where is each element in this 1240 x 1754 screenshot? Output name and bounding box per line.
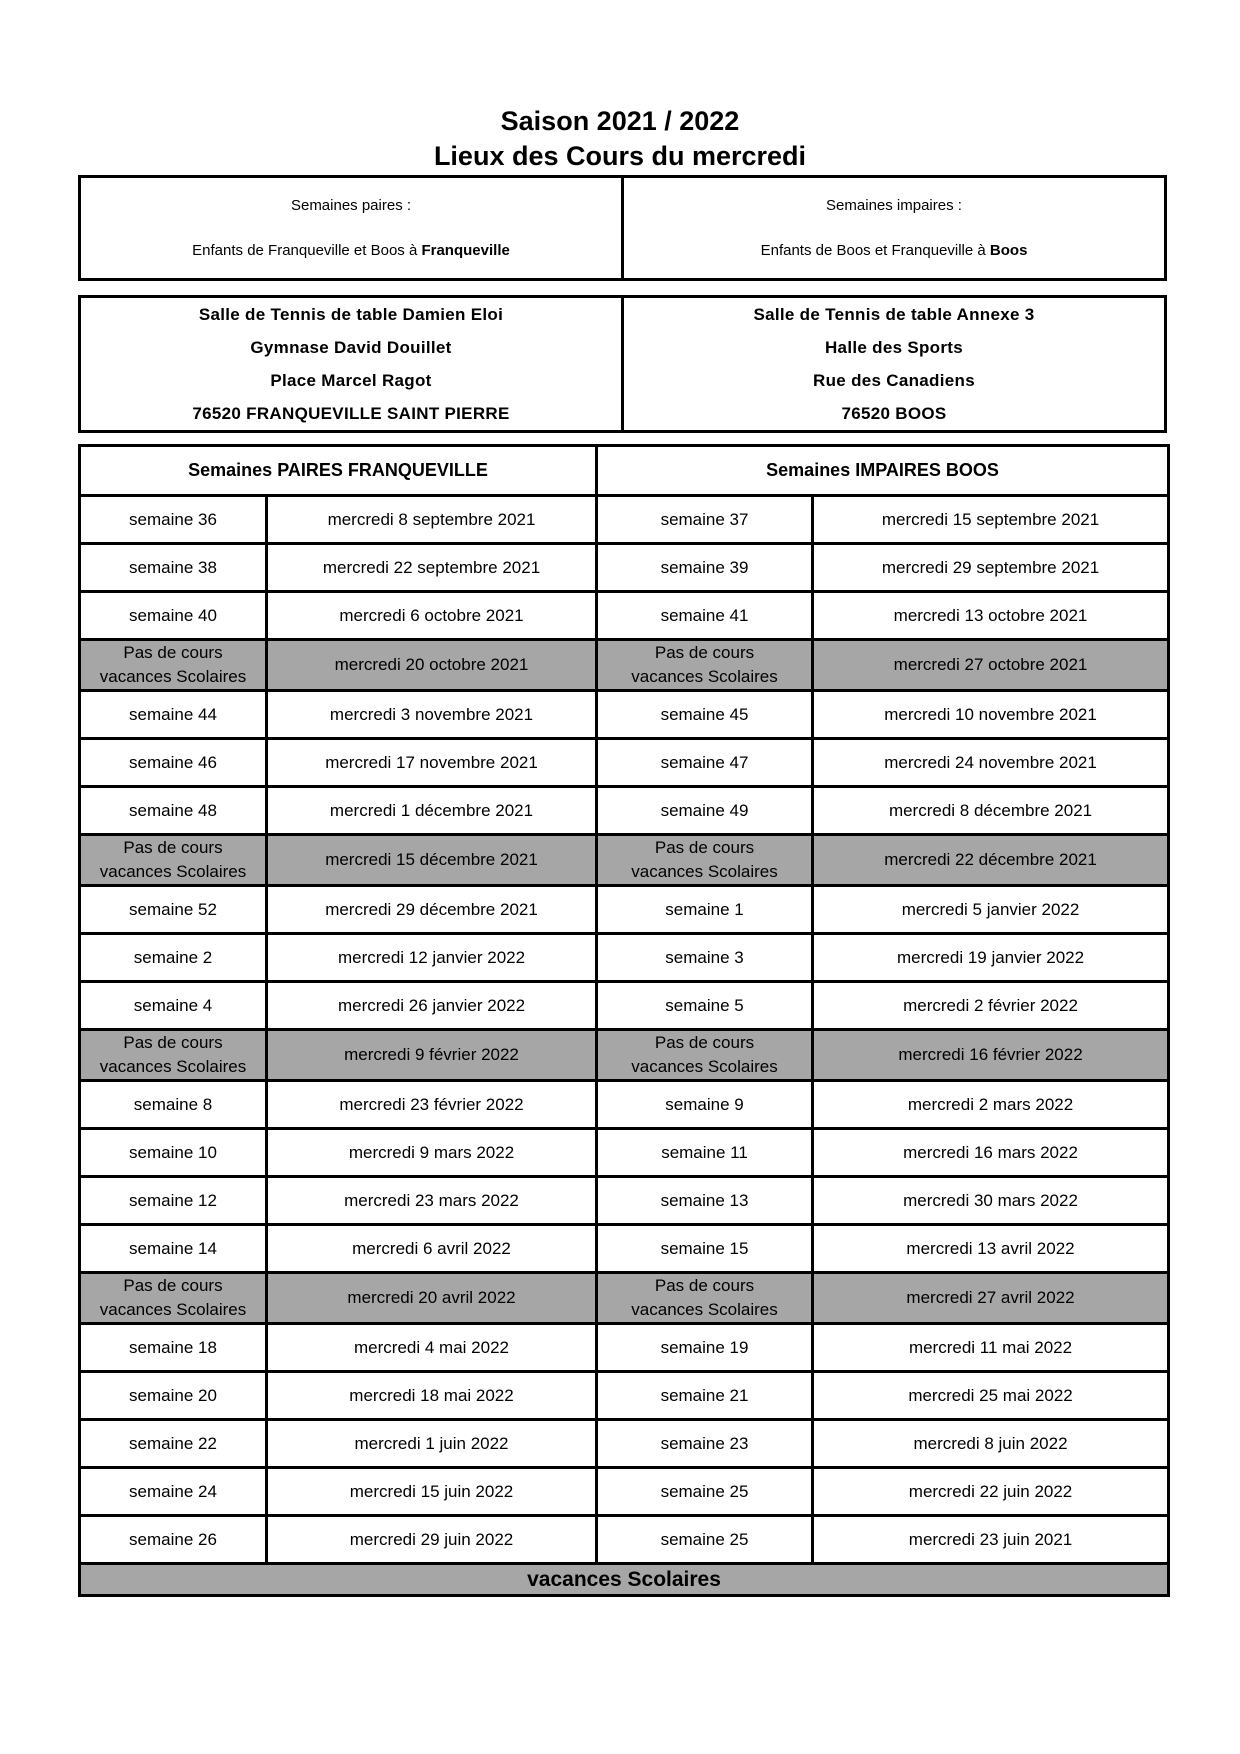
even-date-cell: mercredi 4 mai 2022 (267, 1324, 597, 1372)
odd-week-cell (597, 1030, 813, 1081)
even-week-cell-line: vacances Scolaires (99, 1300, 247, 1319)
odd-week-cell: semaine 25 (597, 1516, 813, 1564)
even-week-cell-line: vacances Scolaires (99, 1057, 247, 1076)
odd-date-cell: mercredi 16 mars 2022 (813, 1129, 1169, 1177)
odd-date-cell: mercredi 11 mai 2022 (813, 1324, 1169, 1372)
even-date-cell: mercredi 9 mars 2022 (267, 1129, 597, 1177)
odd-week-cell-line: vacances Scolaires (631, 862, 778, 881)
footer-row (80, 1564, 1169, 1596)
odd-date-cell: mercredi 8 décembre 2021 (813, 787, 1169, 835)
address-left (80, 297, 623, 432)
odd-week-cell (597, 835, 813, 886)
even-week-cell (80, 835, 267, 886)
odd-week-cell (597, 640, 813, 691)
even-week-cell (80, 1273, 267, 1324)
odd-week-cell: semaine 1 (597, 886, 813, 934)
even-date-cell: mercredi 3 novembre 2021 (267, 691, 597, 739)
odd-week-cell: semaine 15 (597, 1225, 813, 1273)
odd-date-cell: mercredi 13 octobre 2021 (813, 592, 1169, 640)
even-date-cell: mercredi 26 janvier 2022 (267, 982, 597, 1030)
odd-date-cell: mercredi 23 juin 2021 (813, 1516, 1169, 1564)
table-row (80, 1324, 1169, 1372)
odd-week-cell-line: Pas de cours (654, 838, 755, 857)
table-row (80, 1372, 1169, 1420)
page-title: Saison 2021 / 2022 (500, 106, 740, 136)
page-subtitle: Lieux des Cours du mercredi (433, 141, 807, 171)
odd-week-cell (597, 1273, 813, 1324)
odd-date-cell: mercredi 29 septembre 2021 (813, 544, 1169, 592)
intro-right-bold: Boos (989, 242, 1028, 259)
even-week-cell-line: vacances Scolaires (99, 667, 247, 686)
even-week-cell: semaine 24 (80, 1468, 267, 1516)
odd-date-cell: mercredi 2 février 2022 (813, 982, 1169, 1030)
table-row (80, 1273, 1169, 1324)
odd-date-cell: mercredi 25 mai 2022 (813, 1372, 1169, 1420)
even-week-cell: semaine 46 (80, 739, 267, 787)
odd-week-cell: semaine 45 (597, 691, 813, 739)
table-row (80, 1225, 1169, 1273)
table-row (80, 691, 1169, 739)
address-table (78, 295, 1167, 433)
table-row (80, 1468, 1169, 1516)
intro-right-label: Semaines impaires : (826, 197, 962, 214)
odd-date-cell: mercredi 19 janvier 2022 (813, 934, 1169, 982)
table-row (80, 1516, 1169, 1564)
odd-date-cell: mercredi 27 octobre 2021 (813, 640, 1169, 691)
even-week-cell: semaine 4 (80, 982, 267, 1030)
table-row (80, 1420, 1169, 1468)
even-week-cell: semaine 2 (80, 934, 267, 982)
even-date-cell: mercredi 29 décembre 2021 (267, 886, 597, 934)
even-date-cell: mercredi 20 avril 2022 (267, 1273, 597, 1324)
intro-table (78, 175, 1167, 281)
table-row (80, 1129, 1169, 1177)
address-line: Place Marcel Ragot (270, 371, 432, 390)
address-line: Halle des Sports (824, 338, 963, 357)
even-date-cell: mercredi 8 septembre 2021 (267, 496, 597, 544)
even-date-cell: mercredi 23 mars 2022 (267, 1177, 597, 1225)
odd-week-cell: semaine 9 (597, 1081, 813, 1129)
even-week-cell: semaine 38 (80, 544, 267, 592)
intro-left-cell (80, 177, 623, 280)
even-date-cell: mercredi 1 juin 2022 (267, 1420, 597, 1468)
even-week-cell: semaine 12 (80, 1177, 267, 1225)
footer-holidays: vacances Scolaires (80, 1564, 1169, 1596)
odd-week-cell: semaine 41 (597, 592, 813, 640)
even-week-cell: semaine 26 (80, 1516, 267, 1564)
intro-right-cell (623, 177, 1166, 280)
table-row (80, 787, 1169, 835)
even-date-cell: mercredi 17 novembre 2021 (267, 739, 597, 787)
odd-date-cell: mercredi 24 novembre 2021 (813, 739, 1169, 787)
even-date-cell: mercredi 29 juin 2022 (267, 1516, 597, 1564)
odd-date-cell: mercredi 8 juin 2022 (813, 1420, 1169, 1468)
even-week-cell: semaine 52 (80, 886, 267, 934)
odd-date-cell: mercredi 10 novembre 2021 (813, 691, 1169, 739)
address-line: Gymnase David Douillet (250, 338, 452, 357)
odd-week-cell: semaine 19 (597, 1324, 813, 1372)
header-even-weeks: Semaines PAIRES FRANQUEVILLE (80, 446, 597, 496)
even-week-cell-line: Pas de cours (123, 838, 223, 857)
address-line: Salle de Tennis de table Damien Eloi (198, 305, 504, 324)
odd-date-cell: mercredi 13 avril 2022 (813, 1225, 1169, 1273)
intro-left-bold: Franqueville (421, 242, 510, 259)
odd-date-cell: mercredi 22 décembre 2021 (813, 835, 1169, 886)
even-week-cell: semaine 22 (80, 1420, 267, 1468)
odd-week-cell: semaine 11 (597, 1129, 813, 1177)
even-week-cell: semaine 36 (80, 496, 267, 544)
odd-week-cell-line: vacances Scolaires (631, 1300, 778, 1319)
odd-week-cell: semaine 13 (597, 1177, 813, 1225)
even-week-cell-line: Pas de cours (123, 1033, 223, 1052)
odd-week-cell: semaine 25 (597, 1468, 813, 1516)
even-date-cell: mercredi 18 mai 2022 (267, 1372, 597, 1420)
odd-week-cell: semaine 49 (597, 787, 813, 835)
even-week-cell: semaine 20 (80, 1372, 267, 1420)
address-line: 76520 BOOS (841, 404, 947, 423)
even-week-cell (80, 640, 267, 691)
table-row (80, 739, 1169, 787)
even-date-cell: mercredi 6 octobre 2021 (267, 592, 597, 640)
even-week-cell: semaine 18 (80, 1324, 267, 1372)
odd-week-cell: semaine 23 (597, 1420, 813, 1468)
odd-week-cell: semaine 5 (597, 982, 813, 1030)
table-row (80, 1030, 1169, 1081)
odd-date-cell: mercredi 5 janvier 2022 (813, 886, 1169, 934)
even-week-cell: semaine 14 (80, 1225, 267, 1273)
even-week-cell: semaine 44 (80, 691, 267, 739)
odd-date-cell: mercredi 16 février 2022 (813, 1030, 1169, 1081)
odd-date-cell: mercredi 30 mars 2022 (813, 1177, 1169, 1225)
even-week-cell: semaine 10 (80, 1129, 267, 1177)
table-row (80, 640, 1169, 691)
odd-week-cell-line: Pas de cours (654, 643, 755, 662)
even-date-cell: mercredi 12 janvier 2022 (267, 934, 597, 982)
address-right (623, 297, 1166, 432)
table-row (80, 544, 1169, 592)
odd-week-cell: semaine 21 (597, 1372, 813, 1420)
even-week-cell-line: Pas de cours (123, 643, 223, 662)
intro-left-label: Semaines paires : (290, 197, 412, 214)
even-date-cell: mercredi 1 décembre 2021 (267, 787, 597, 835)
odd-week-cell-line: vacances Scolaires (631, 1057, 778, 1076)
table-row (80, 934, 1169, 982)
odd-week-cell-line: vacances Scolaires (631, 667, 778, 686)
odd-week-cell: semaine 47 (597, 739, 813, 787)
table-row (80, 592, 1169, 640)
even-week-cell-line: Pas de cours (123, 1276, 223, 1295)
odd-date-cell: mercredi 22 juin 2022 (813, 1468, 1169, 1516)
table-row (80, 835, 1169, 886)
table-row (80, 496, 1169, 544)
odd-week-cell: semaine 39 (597, 544, 813, 592)
even-date-cell: mercredi 6 avril 2022 (267, 1225, 597, 1273)
table-row (80, 1081, 1169, 1129)
intro-right-text: Enfants de Boos et Franqueville à (760, 242, 990, 259)
even-date-cell: mercredi 23 février 2022 (267, 1081, 597, 1129)
table-row (80, 1177, 1169, 1225)
table-row (80, 982, 1169, 1030)
even-date-cell: mercredi 15 juin 2022 (267, 1468, 597, 1516)
header-odd-weeks: Semaines IMPAIRES BOOS (597, 446, 1169, 496)
odd-date-cell: mercredi 27 avril 2022 (813, 1273, 1169, 1324)
even-week-cell: semaine 48 (80, 787, 267, 835)
even-date-cell: mercredi 9 février 2022 (267, 1030, 597, 1081)
even-week-cell: semaine 40 (80, 592, 267, 640)
even-date-cell: mercredi 22 septembre 2021 (267, 544, 597, 592)
address-line: Rue des Canadiens (813, 371, 975, 390)
table-row (80, 886, 1169, 934)
even-week-cell (80, 1030, 267, 1081)
odd-week-cell: semaine 3 (597, 934, 813, 982)
odd-week-cell-line: Pas de cours (654, 1033, 755, 1052)
schedule-table (78, 444, 1170, 1597)
even-date-cell: mercredi 15 décembre 2021 (267, 835, 597, 886)
odd-week-cell: semaine 37 (597, 496, 813, 544)
even-date-cell: mercredi 20 octobre 2021 (267, 640, 597, 691)
address-line: Salle de Tennis de table Annexe 3 (753, 305, 1035, 324)
odd-date-cell: mercredi 15 septembre 2021 (813, 496, 1169, 544)
intro-left-text: Enfants de Franqueville et Boos à (192, 242, 422, 259)
address-line: 76520 FRANQUEVILLE SAINT PIERRE (192, 404, 510, 423)
odd-date-cell: mercredi 2 mars 2022 (813, 1081, 1169, 1129)
even-week-cell: semaine 8 (80, 1081, 267, 1129)
even-week-cell-line: vacances Scolaires (99, 862, 247, 881)
odd-week-cell-line: Pas de cours (654, 1276, 755, 1295)
